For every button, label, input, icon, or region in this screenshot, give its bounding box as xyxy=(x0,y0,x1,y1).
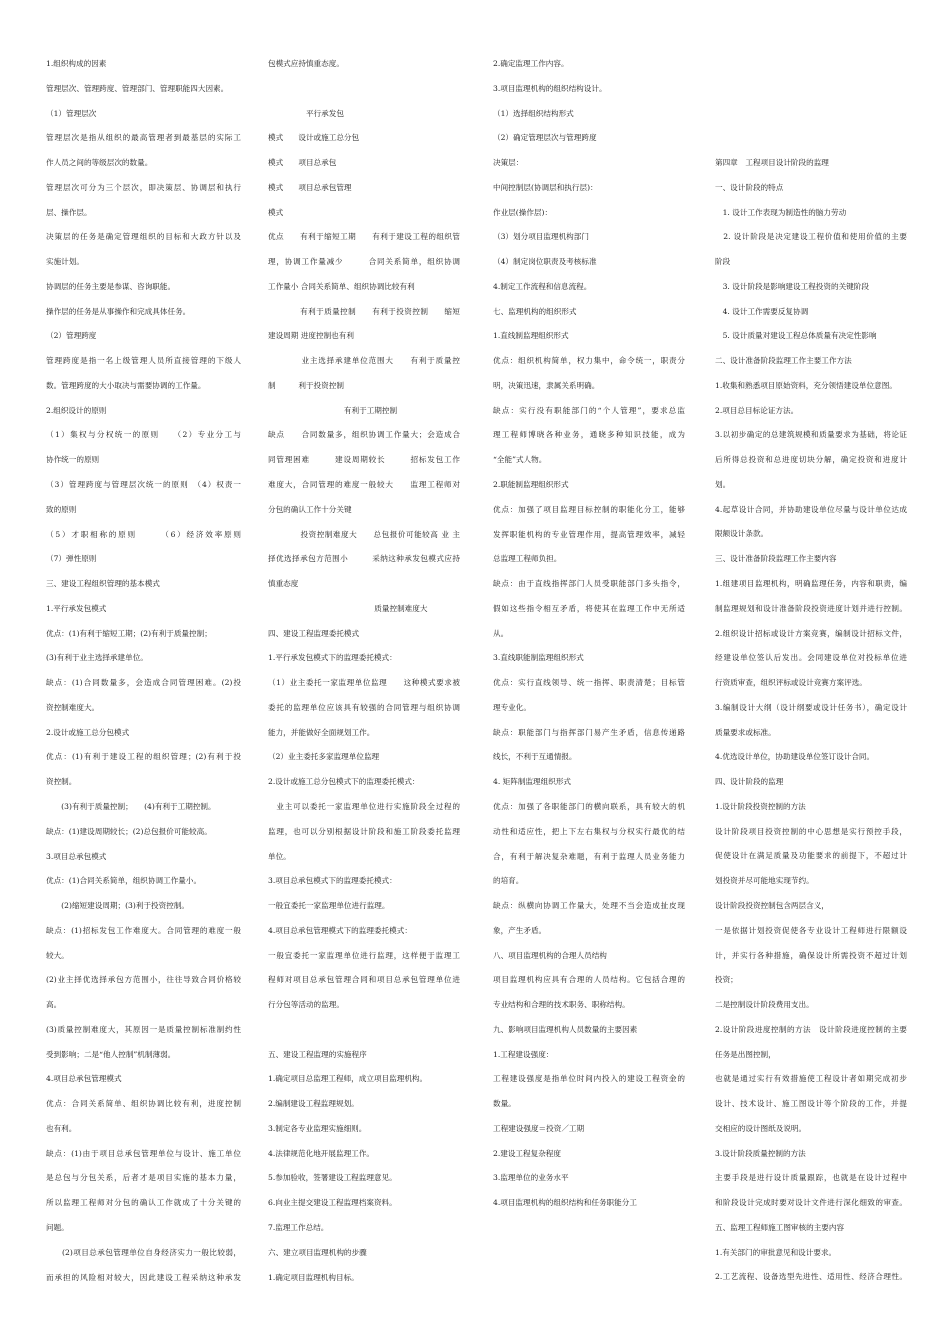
text-line: 七、监理机构的组织形式 xyxy=(493,306,577,316)
text-line: 优点：实行直线领导、统一指挥、职责清楚；目标管 xyxy=(493,678,685,688)
text-line: (2)项目总承包管理单位自身经济实力一般比较弱， xyxy=(46,1247,241,1257)
text-line: 数量。 xyxy=(493,1099,516,1109)
text-line: 四、设计阶段的监理 xyxy=(715,777,784,787)
text-line: 主要手段是进行设计质量跟踪，也就是在设计过程中 xyxy=(715,1173,907,1183)
text-line: 六、建立项目监理机构的步骤 xyxy=(268,1247,367,1257)
text-line: 数。管理跨度的大小取决与需要协调的工作量。 xyxy=(46,380,206,390)
text-line: （2）确定管理层次与管理跨度 xyxy=(493,133,597,143)
text-line: 模式 xyxy=(268,207,284,217)
text-line: 高。 xyxy=(46,1000,62,1010)
text-line: 包模式应持慎重态度。 xyxy=(268,59,344,68)
text-line: 缺点：纵横向协调工作量大，处理不当会造成扯皮现 xyxy=(493,901,685,911)
text-line: 明，决策迅速，隶属关系明确。 xyxy=(493,380,600,390)
text-line: 3.直线职能制监理组织形式 xyxy=(493,653,584,663)
text-line: 委托的监理单位应该具有较强的合同管理与组织协调 xyxy=(268,702,460,712)
text-line: 行资质审查，组织评标或设计竞赛方案评选。 xyxy=(715,678,867,688)
text-line: 4.制定工作流程和信息流程。 xyxy=(493,281,592,291)
text-line: （1）业主委托一家监理单位监理 这种模式要求被 xyxy=(268,678,460,688)
text-line: （5）才职相称的原则 （6）经济效率原则 xyxy=(46,529,241,539)
text-line: 作业层(操作层)： xyxy=(493,207,553,217)
text-line: 实施计划。 xyxy=(46,257,84,267)
text-line: 1.组织构成的因素 xyxy=(46,59,107,68)
text-line: 二、设计准备阶段监理工作主要工作方法 xyxy=(715,356,852,366)
text-line: 线长，不利于互通情报。 xyxy=(493,752,577,762)
text-line: 设计、技术设计、施工图设计等个阶段的工作，并提 xyxy=(715,1099,907,1109)
text-line: 业主可以委托一家监理单位进行实施阶段全过程的 xyxy=(268,801,460,811)
text-line: 1.确定项目监理机构目标。 xyxy=(268,1272,359,1282)
text-line: 7.监理工作总结。 xyxy=(268,1222,329,1232)
text-line: 制监理规划和设计准备阶段投资进度计划并进行控制。 xyxy=(715,603,907,613)
text-line: 建设周期 进度控制也有利 xyxy=(268,331,354,341)
text-line: 择优选择承包方范围小 采纳这种承发包模式应持 xyxy=(268,554,460,564)
text-line: 6.向业主提交建设工程监理档案资料。 xyxy=(268,1198,397,1208)
text-line: （7）弹性原则 xyxy=(46,554,97,564)
text-line: 总监理工程师负担。 xyxy=(493,554,562,564)
text-line: 有利于工期控制 xyxy=(268,405,398,415)
text-line: 九、影响项目监理机构人员数量的主要因素 xyxy=(493,1024,638,1034)
text-line: 理工程师博晓各种业务，通晓多种知识技能，成为 xyxy=(493,430,685,440)
text-line: 4.项目总承包管理模式 xyxy=(46,1074,122,1084)
text-column-4 xyxy=(715,151,907,1290)
text-line: 2.组织设计的原则 xyxy=(46,405,107,415)
text-line: 后所得总投资和总进度切块分解，确定投资和进度计 xyxy=(715,455,907,465)
text-line: 缺点：(1)合同数量多，会造成合同管理困难。(2)投 xyxy=(46,678,241,688)
text-line: 管理层次、管理跨度、管理部门、管理职能四大因素。 xyxy=(46,83,229,93)
text-line: 优点：组织机构简单，权力集中，命令统一，职责分 xyxy=(493,356,685,366)
text-line: 制 利于投资控制 xyxy=(268,380,344,390)
text-line: 能力，并能做好全面规划工作。 xyxy=(268,727,375,737)
text-line: 单位。 xyxy=(268,851,291,861)
text-line: 设计阶段项目投资控制的中心思想是实行预控手段， xyxy=(715,826,907,836)
text-line: 一、设计阶段的特点 xyxy=(715,182,784,192)
text-line: 缺点：(1)招标发包工作难度大。合同管理的难度一般 xyxy=(46,925,241,935)
text-line: 问题。 xyxy=(46,1222,69,1232)
text-line: 1. 设计工作表现为制造性的脑力劳动 xyxy=(715,207,847,217)
text-line: 划。 xyxy=(715,479,731,489)
text-line: 一般宜委托一家监理单位进行监理，这样便于监理工 xyxy=(268,950,460,960)
text-line: 模式 项目总承包管理 xyxy=(268,182,352,192)
text-line: 优点：(1)有利于建设工程的组织管理；(2)有利于投 xyxy=(46,752,241,762)
text-line: 管理跨度是指一名上级管理人员所直接管理的下级人 xyxy=(46,356,241,366)
text-line: 经建设单位签认后发出。会同建设单位对投标单位进 xyxy=(715,653,907,663)
text-line: 合，有利于解决复杂难题，有利于监理人员业务能力 xyxy=(493,851,685,861)
text-line: 3. 设计阶段是影响建设工程投资的关键阶段 xyxy=(715,281,869,291)
text-line: （1）管理层次 xyxy=(46,108,97,118)
text-line: 4.法律规范化地开展监理工作。 xyxy=(268,1148,374,1158)
text-line: 2.确定监理工作内容。 xyxy=(493,59,569,68)
text-line: 质量控制难度大 xyxy=(268,603,428,613)
text-line: 投资； xyxy=(715,975,738,985)
text-line: 理，协调工作量减少 合同关系简单，组织协调 xyxy=(268,257,460,267)
text-line: 和阶段设计完成时要对设计文件进行深化细致的审查。 xyxy=(715,1198,907,1208)
text-line: “全能”式人物。 xyxy=(493,455,547,465)
text-line: 4. 设计工作需要反复协调 xyxy=(715,306,809,316)
text-line: 协作统一的原则 xyxy=(46,455,100,465)
text-line: 行分包等活动的监理。 xyxy=(268,1000,344,1010)
text-line: 3.项目总承包模式下的监理委托模式： xyxy=(268,876,397,886)
text-line: (3)质量控制难度大，其原因一是质量控制标准制约性 xyxy=(46,1024,241,1034)
text-line: （1）选择组织结构形式 xyxy=(493,108,574,118)
text-line: 计，并实行各种措施，确保设计所需投资不超过计划 xyxy=(715,950,907,960)
text-line: 2.设计或施工总分包模式 xyxy=(46,727,130,737)
text-line: 专业结构和合理的技术职务、职称结构。 xyxy=(493,1000,630,1010)
text-line: 3.设计阶段质量控制的方法 xyxy=(715,1148,806,1158)
text-line: 监理，也可以分别根据设计阶段和施工阶段委托监理 xyxy=(268,826,460,836)
text-line: 2.工艺流程、设备选型先进性、适用性、经济合理性。 xyxy=(715,1272,907,1282)
text-line: 3.项目监理机构的组织结构设计。 xyxy=(493,83,607,93)
text-line: 同管理困难 建设周期较长 招标发包工作 xyxy=(268,455,460,465)
text-line: 而承担的风险相对较大，因此建设工程采纳这种承发 xyxy=(46,1272,241,1282)
text-line: 4.项目总承包管理模式下的监理委托模式： xyxy=(268,925,412,935)
text-line: （3）管理跨度与管理层次统一的原则 （4）权责一 xyxy=(46,480,241,490)
text-line: 五、监理工程师施工图审核的主要内容 xyxy=(715,1222,845,1232)
text-line: 划投资并尽可能地实现节约。 xyxy=(715,876,814,886)
text-line: 中间控制层(协调层和执行层)： xyxy=(493,182,598,192)
text-line: 4.优选设计单位，协助建设单位签订设计合同。 xyxy=(715,752,875,762)
text-line: (3)有利于业主选择承建单位。 xyxy=(46,653,148,663)
text-line: 2.建设工程复杂程度 xyxy=(493,1148,561,1158)
text-line: 质量要求或标准。 xyxy=(715,727,776,737)
text-line: 平行承发包 xyxy=(268,108,344,118)
text-line: 三、设计准备阶段监理工作主要内容 xyxy=(715,554,837,564)
text-line: 有利于质量控制 有利于投资控制 缩短 xyxy=(268,306,460,316)
text-line: 缺点 合同数量多，组织协调工作量大；会造成合 xyxy=(268,430,460,440)
text-line: 优点 有利于缩短工期 有利于建设工程的组织管 xyxy=(268,232,460,242)
text-line: 缺点：实行没有职能部门的“个人管理”，要求总监 xyxy=(493,405,685,415)
text-line: 也有利。 xyxy=(46,1123,77,1133)
text-line: 1.直线制监理组织形式 xyxy=(493,331,569,341)
text-line: 缺点：由于直线指挥部门人员受职能部门多头指令， xyxy=(493,579,685,589)
text-line: 模式 设计或施工总分包 xyxy=(268,133,360,143)
text-line: 2.项目总目标论证方法。 xyxy=(715,405,799,415)
text-line: 第四章 工程项目设计阶段的监理 xyxy=(715,158,829,167)
text-line: 工程建设强度是指单位时间内投入的建设工程资金的 xyxy=(493,1074,685,1084)
text-line: 1.收集和熟悉项目原始资料，充分领悟建设单位意图。 xyxy=(715,380,897,390)
text-line: 1.平行承发包模式下的监理委托模式： xyxy=(268,653,397,663)
text-line: 3.制定各专业监理实施细则。 xyxy=(268,1123,367,1133)
text-line: 决策层的任务是确定管理组织的目标和大政方针以及 xyxy=(46,232,241,242)
text-line: 管理层次是指从组织的最高管理者到最基层的实际工 xyxy=(46,133,241,143)
text-line: 3.项目总承包模式 xyxy=(46,851,107,861)
text-column-3 xyxy=(493,52,685,1216)
text-line: 资控制难度大。 xyxy=(46,702,100,712)
text-line: 一般宜委托一家监理单位进行监理。 xyxy=(268,901,390,911)
text-line: 4. 矩阵制监理组织形式 xyxy=(493,777,572,787)
text-line: 动性和适应性，把上下左右集权与分权实行最优的结 xyxy=(493,826,685,836)
text-line: 3.以初步确定的总建筑规模和质量要求为基础，将论证 xyxy=(715,430,907,440)
text-line: 所以监理工程师对分包的确认工作就成了十分关键的 xyxy=(46,1198,241,1208)
text-line: 资控制。 xyxy=(46,777,77,787)
text-line: 难度大，合同管理的难度一般较大 监理工程师对 xyxy=(268,480,460,490)
text-line: 的培育。 xyxy=(493,876,524,886)
text-line: 3.编制设计大纲（设计纲要或设计任务书），确定设计 xyxy=(715,702,907,712)
text-line: 1.平行承发包模式 xyxy=(46,603,107,613)
text-line: 2. 设计阶段是决定建设工程价值和使用价值的主要 xyxy=(715,232,907,242)
text-line: （2）管理跨度 xyxy=(46,331,97,341)
text-line: 发挥职能机构的专业管理作用，提高管理效率，减轻 xyxy=(493,529,685,539)
text-line: 从。 xyxy=(493,628,509,638)
text-line: (3)有利于质量控制； (4)有利于工期控制。 xyxy=(46,801,216,811)
text-line: 分包的确认工作十分关键 xyxy=(268,504,352,514)
text-line: （4）制定岗位职责及考核标准 xyxy=(493,257,597,267)
text-column-2 xyxy=(268,52,460,1290)
text-line: 2.设计或施工总分包模式下的监理委托模式： xyxy=(268,777,420,787)
text-line: 2.组织设计招标或设计方案竞赛，编制设计招标文件， xyxy=(715,628,907,638)
text-line: 是总包与分包关系，后者才是项目实施的基本力量， xyxy=(46,1173,241,1183)
text-line: 操作层的任务是从事操作和完成具体任务。 xyxy=(46,306,191,316)
text-line: 五、建设工程监理的实施程序 xyxy=(268,1049,367,1059)
text-line: 2.设计阶段进度控制的方法 设计阶段进度控制的主要 xyxy=(715,1024,907,1034)
text-line: 5. 设计质量对建设工程总体质量有决定性影响 xyxy=(715,331,877,341)
text-line: 象，产生矛盾。 xyxy=(493,925,547,935)
text-line: 3.监理单位的业务水平 xyxy=(493,1173,569,1183)
text-line: 也就是通过实行有效措施使工程设计者如期完成初步 xyxy=(715,1074,907,1084)
text-line: 一是依据计划投资促使各专业设计工程师进行限额设 xyxy=(715,925,907,935)
text-line: 层、操作层。 xyxy=(46,207,92,217)
text-line: 阶段 xyxy=(715,257,731,267)
text-line: 优点：(1)有利于缩短工期；(2)有利于质量控制； xyxy=(46,628,212,638)
text-line: 2.职能制监理组织形式 xyxy=(493,480,569,490)
blank-line xyxy=(268,77,460,102)
text-line: 1.有关部门的审批意见和设计要求。 xyxy=(715,1247,837,1257)
text-line: 理专业化。 xyxy=(493,702,531,712)
text-line: 缺点：职能部门与指挥部门易产生矛盾，信息传递路 xyxy=(493,727,685,737)
text-line: 模式 项目总承包 xyxy=(268,158,337,168)
text-line: 4.起草设计合同，并协助建设单位尽量与设计单位达成 xyxy=(715,504,907,514)
text-line: 工作量小 合同关系简单、组织协调比较有利 xyxy=(268,281,415,291)
text-line: （1）集权与分权统一的原则 （2）专业分工与 xyxy=(46,430,241,440)
text-line: 决策层： xyxy=(493,158,524,168)
text-line: 1.确定项目总监理工程师，成立项目监理机构。 xyxy=(268,1074,428,1084)
text-line: 致的原则 xyxy=(46,504,77,514)
text-line: （2）业主委托多家监理单位监理 xyxy=(268,752,380,762)
text-line: 2.编制建设工程监理规划。 xyxy=(268,1099,359,1109)
text-line: 八、项目监理机构的合理人员结构 xyxy=(493,950,607,960)
text-line: 受到影响；二是“他人控制”机制薄弱。 xyxy=(46,1049,176,1059)
text-line: 任务是出图控制， xyxy=(715,1049,776,1059)
text-line: 二是控制设计阶段费用支出。 xyxy=(715,1000,814,1010)
text-line: 优点：(1)合同关系简单，组织协调工作量小。 xyxy=(46,876,202,886)
text-column-1 xyxy=(46,52,241,1290)
text-line: 程师对项目总承包管理合同和项目总承包管理单位进 xyxy=(268,975,460,985)
text-line: 交相应的设计图纸及说明。 xyxy=(715,1123,807,1133)
text-line: 优点：加强了项目监理目标控制的职能化分工，能够 xyxy=(493,504,685,514)
text-line: 管理层次可分为三个层次，即决策层、协调层和执行 xyxy=(46,182,241,192)
blank-line xyxy=(268,1018,460,1043)
text-line: 1.设计阶段投资控制的方法 xyxy=(715,801,806,811)
text-line: 协调层的任务主要是参谋、咨询职能。 xyxy=(46,281,176,291)
text-line: 慎重态度 xyxy=(268,579,299,589)
text-line: 促使设计在满足质量及功能要求的前提下，不超过计 xyxy=(715,851,907,861)
text-line: 5.参加验收，签署建设工程监理意见。 xyxy=(268,1173,397,1183)
text-line: 三、建设工程组织管理的基本模式 xyxy=(46,579,160,589)
text-line: 项目监理机构应具有合理的人员结构。它包括合理的 xyxy=(493,975,685,985)
text-line: 优点：加强了各职能部门的横向联系，具有较大的机 xyxy=(493,801,685,811)
text-line: 缺点：(1)建设周期较长；(2)总包报价可能较高。 xyxy=(46,826,212,836)
text-line: 投资控制难度大 总包报价可能较高 业 主 xyxy=(268,529,460,539)
text-line: 工程建设强度＝投资／工期 xyxy=(493,1123,585,1133)
text-line: 优点：合同关系简单、组织协调比较有利，进度控制 xyxy=(46,1099,241,1109)
text-line: 缺点：(1)由于项目总承包管理单位与设计、施工单位 xyxy=(46,1148,241,1158)
text-line: 4.项目监理机构的组织结构和任务职能分工 xyxy=(493,1198,637,1208)
text-line: 限额设计条款。 xyxy=(715,529,769,539)
text-line: 设计阶段投资控制包含两层含义， xyxy=(715,900,829,910)
text-line: 较大。 xyxy=(46,950,69,960)
text-line: 假如这些指令相互矛盾，将使其在监理工作中无所适 xyxy=(493,603,685,613)
text-line: (2)业主择优选择承包方范围小，往往导致合同价格较 xyxy=(46,975,241,985)
text-line: 1.组建项目监理机构，明确监理任务，内容和职责，编 xyxy=(715,579,907,589)
text-line: 作人员之间的等级层次的数量。 xyxy=(46,158,153,168)
text-line: 四、建设工程监理委托模式 xyxy=(268,628,360,638)
text-line: （3）划分项目监理机构部门 xyxy=(493,232,589,242)
text-line: 业主选择承建单位范围大 有利于质量控 xyxy=(268,356,460,366)
text-line: 1.工程建设强度： xyxy=(493,1049,554,1059)
text-line: (2)缩短建设周期；(3)利于投资控制。 xyxy=(46,901,190,911)
